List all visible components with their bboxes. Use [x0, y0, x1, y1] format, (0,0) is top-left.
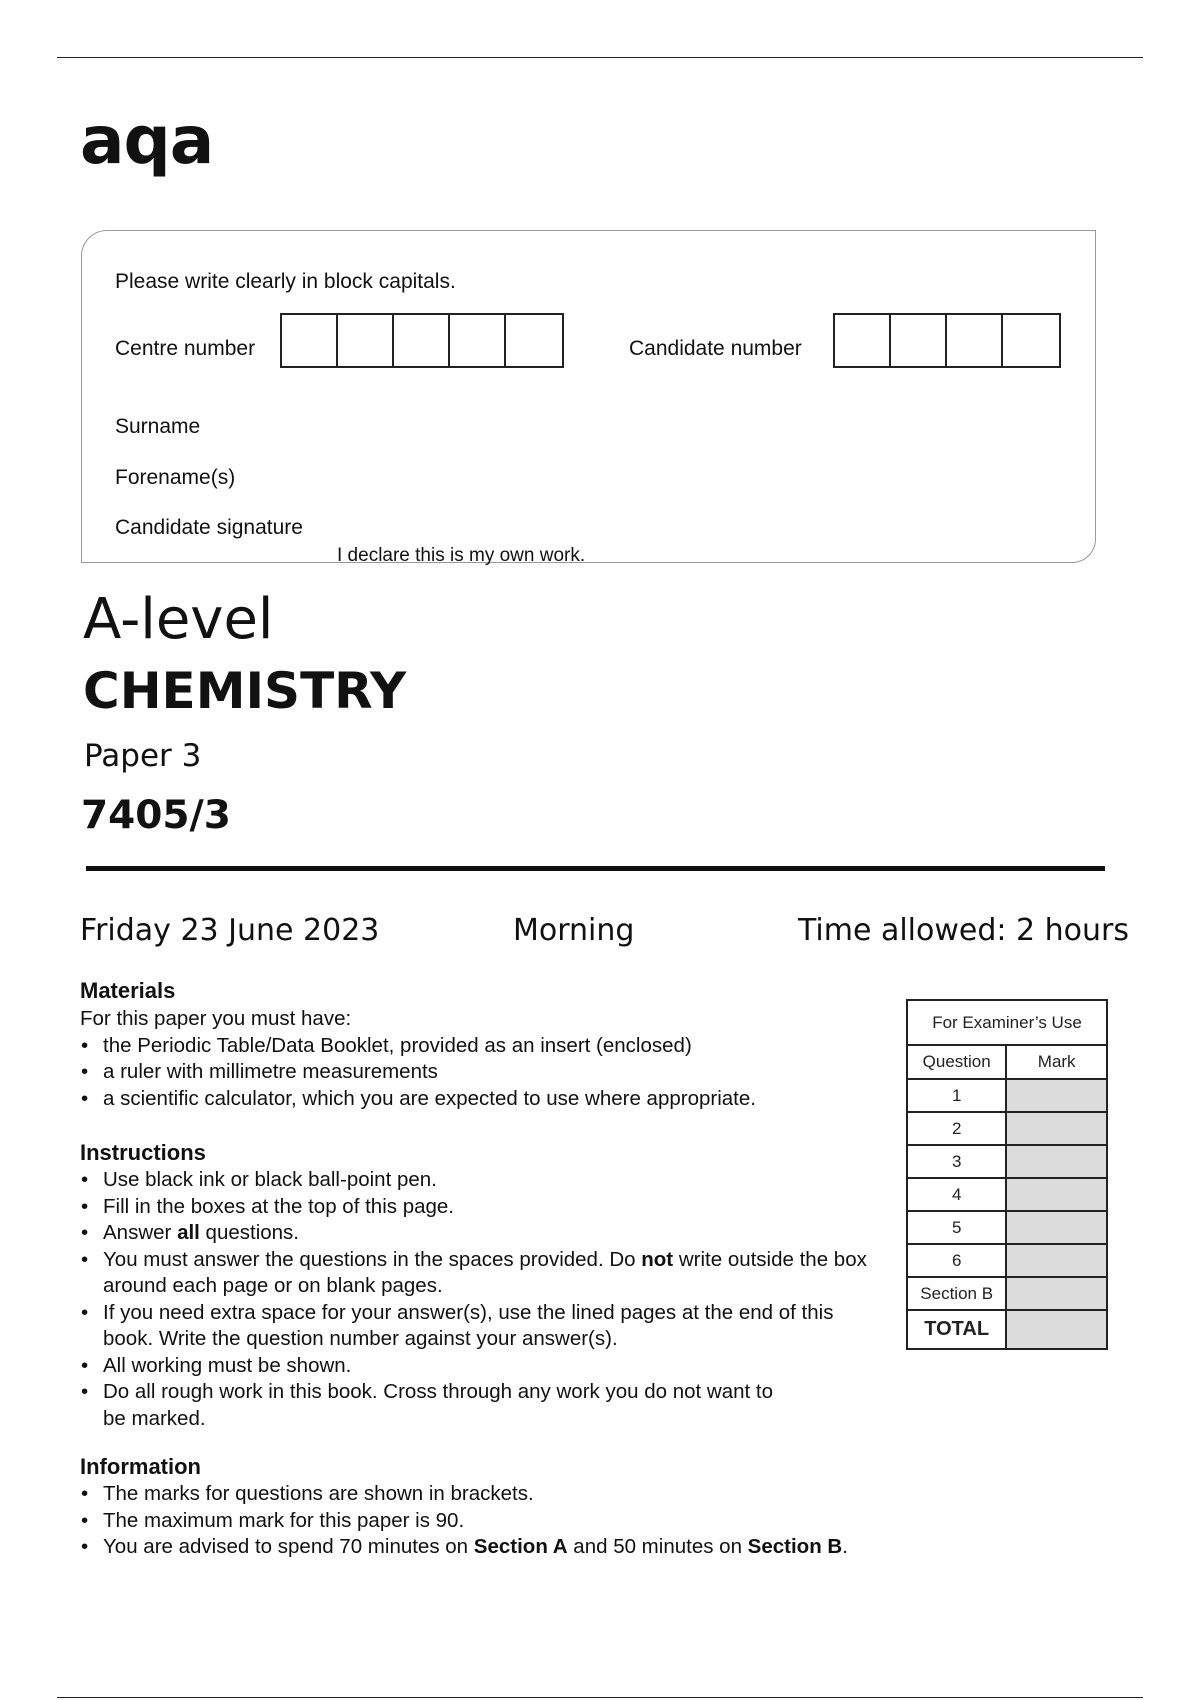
candidate-number-boxes[interactable]	[833, 313, 1061, 368]
centre-digit-box[interactable]	[338, 315, 394, 366]
examiner-use-table	[906, 999, 1108, 1350]
candidate-digit-box[interactable]	[891, 315, 947, 366]
total-mark-cell	[1006, 1310, 1107, 1349]
centre-digit-box[interactable]	[282, 315, 338, 366]
candidate-digit-box[interactable]	[947, 315, 1003, 366]
centre-number-label: Centre number	[115, 337, 256, 360]
instructions-text: You must answer the questions in the spaces provided. Do	[103, 1247, 642, 1271]
mark-cell	[1006, 1211, 1107, 1244]
instructions-item: • If you need extra space for your answer(s), use the lined pages at the end of this book. Write the question number against your answer(s).	[80, 1300, 870, 1353]
materials-heading: Materials	[80, 978, 176, 1003]
materials-intro: For this paper you must have:	[80, 1007, 352, 1030]
mark-cell	[1006, 1079, 1107, 1112]
materials-item: • a ruler with millimetre measurements	[80, 1059, 880, 1086]
block-capitals-instruction: Please write clearly in block capitals.	[115, 270, 456, 293]
information-item: • The marks for questions are shown in brackets.	[80, 1481, 980, 1508]
information-text: and 50 minutes on	[567, 1535, 748, 1558]
top-rule	[57, 57, 1143, 58]
materials-section	[80, 1006, 880, 1112]
instructions-item: • Do all rough work in this book. Cross through any work you do not want to be marked.	[80, 1379, 870, 1432]
examiner-table-title: For Examiner’s Use	[907, 1000, 1107, 1045]
emphasis-text: Section A	[473, 1535, 568, 1558]
mark-cell	[1006, 1244, 1107, 1277]
instructions-text: write outside the box around each page or on blank pages.	[103, 1247, 867, 1297]
exam-date: Friday 23 June 2023	[80, 913, 380, 948]
information-item: • The maximum mark for this paper is 90.	[80, 1508, 980, 1535]
materials-item: • a scientific calculator, which you are expected to use where appropriate.	[80, 1086, 880, 1113]
exam-subject: CHEMISTRY	[83, 662, 407, 720]
time-allowed: Time allowed: 2 hours	[798, 913, 1130, 948]
exam-code: 7405/3	[81, 793, 231, 838]
question-number: 4	[907, 1178, 1006, 1211]
instructions-item: • Use black ink or black ball-point pen.	[80, 1167, 870, 1194]
instructions-heading: Instructions	[80, 1140, 206, 1165]
question-number: 5	[907, 1211, 1006, 1244]
forename-label: Forename(s)	[115, 466, 236, 489]
information-list	[80, 1481, 980, 1561]
mark-column-header: Mark	[1006, 1045, 1107, 1079]
centre-digit-box[interactable]	[450, 315, 506, 366]
materials-item: • the Periodic Table/Data Booklet, provided as an insert (enclosed)	[80, 1033, 880, 1060]
total-label: TOTAL	[907, 1310, 1006, 1349]
candidate-digit-box[interactable]	[835, 315, 891, 366]
information-item	[80, 1534, 980, 1561]
centre-digit-box[interactable]	[506, 315, 562, 366]
instructions-text: Answer	[103, 1221, 178, 1244]
question-number: 6	[907, 1244, 1006, 1277]
mark-cell	[1006, 1145, 1107, 1178]
question-number: 2	[907, 1112, 1006, 1145]
mark-cell	[1006, 1277, 1107, 1310]
title-divider	[86, 866, 1105, 871]
centre-number-boxes[interactable]	[280, 313, 564, 368]
candidate-number-label: Candidate number	[629, 337, 802, 360]
exam-paper: Paper 3	[84, 738, 202, 774]
emphasis-text: not	[641, 1247, 674, 1271]
question-number: 1	[907, 1079, 1006, 1112]
information-heading: Information	[80, 1454, 201, 1479]
information-text: You are advised to spend 70 minutes on	[103, 1535, 474, 1558]
instructions-list	[80, 1167, 870, 1432]
question-number: 3	[907, 1145, 1006, 1178]
emphasis-text: Section B	[747, 1535, 843, 1558]
signature-label: Candidate signature	[115, 516, 303, 539]
exam-level: A-level	[83, 587, 274, 652]
candidate-digit-box[interactable]	[1003, 315, 1059, 366]
question-column-header: Question	[907, 1045, 1006, 1079]
bottom-rule	[57, 1697, 1143, 1698]
instructions-item: • Fill in the boxes at the top of this page.	[80, 1194, 870, 1221]
declaration-text: I declare this is my own work.	[337, 545, 586, 566]
instructions-item	[80, 1247, 870, 1300]
exam-session: Morning	[513, 913, 635, 948]
materials-list	[80, 1033, 880, 1113]
instructions-item	[80, 1220, 870, 1247]
instructions-text: questions.	[199, 1221, 300, 1244]
surname-label: Surname	[115, 415, 201, 438]
centre-digit-box[interactable]	[394, 315, 450, 366]
mark-cell	[1006, 1112, 1107, 1145]
aqa-logo: aqa	[80, 102, 214, 179]
instructions-item: • All working must be shown.	[80, 1353, 870, 1380]
instructions-section	[80, 1167, 870, 1432]
emphasis-text: all	[177, 1221, 200, 1244]
information-text: .	[842, 1535, 848, 1558]
section-b-label: Section B	[907, 1277, 1006, 1310]
information-section	[80, 1481, 980, 1561]
mark-cell	[1006, 1178, 1107, 1211]
